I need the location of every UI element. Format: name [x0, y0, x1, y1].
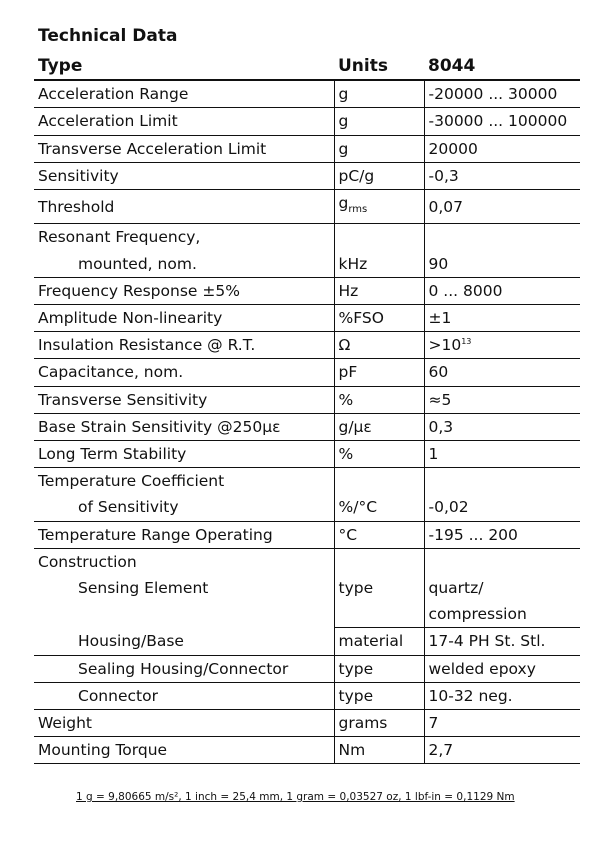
unit-cell: Nm — [334, 737, 424, 764]
unit-cell — [334, 548, 424, 575]
param-label-blank — [34, 601, 334, 628]
value-cell: 1 — [424, 440, 580, 467]
param-label: Amplitude Non-linearity — [34, 304, 334, 331]
table-row — [34, 575, 580, 601]
table-row — [34, 386, 580, 413]
section-title: Technical Data — [38, 26, 178, 46]
table-row — [34, 162, 580, 189]
unit-cell: pF — [334, 359, 424, 386]
param-label: Temperature Coefficient — [38, 472, 225, 491]
param-label: Transverse Sensitivity — [34, 386, 334, 413]
param-label: Sensing Element — [78, 578, 209, 597]
table-row — [34, 135, 580, 162]
value-base: >10 — [428, 336, 462, 355]
value-cell-continued: compression — [424, 601, 580, 628]
table-row — [34, 737, 580, 764]
table-row — [34, 709, 580, 736]
unit-cell: kHz — [334, 251, 424, 278]
table-row — [34, 628, 580, 655]
param-label: Resonant Frequency, — [38, 228, 201, 247]
unit-cell — [334, 601, 424, 628]
value-cell: 0,07 — [424, 190, 580, 224]
table-row — [34, 224, 580, 251]
value-cell: quartz/ — [424, 575, 580, 601]
value-cell — [424, 224, 580, 251]
unit-base: g — [338, 194, 349, 213]
unit-cell: Ω — [334, 332, 424, 359]
unit-conversion-footnote: 1 g = 9,80665 m/s², 1 inch = 25,4 mm, 1 gram = 0,03527 oz, 1 lbf-in = 0,1129 Nm — [76, 791, 515, 803]
unit-cell: grams — [334, 709, 424, 736]
unit-cell: material — [334, 628, 424, 655]
table-row — [34, 682, 580, 709]
param-label: Mounting Torque — [34, 737, 334, 764]
param-label: Acceleration Limit — [34, 108, 334, 135]
unit-cell: pC/g — [334, 162, 424, 189]
construction-label: Construction — [38, 552, 137, 571]
table-row — [34, 494, 580, 521]
unit-cell: type — [334, 575, 424, 601]
unit-cell — [334, 224, 424, 251]
header-units: Units — [334, 53, 424, 80]
param-label: Sealing Housing/Connector — [34, 655, 334, 682]
value-cell: -195 ... 200 — [424, 521, 580, 548]
param-label-continued: mounted, nom. — [34, 251, 334, 278]
unit-cell: %/°C — [334, 494, 424, 521]
value-cell: 17-4 PH St. Stl. — [424, 628, 580, 655]
unit-cell: g — [334, 135, 424, 162]
unit-cell: type — [334, 682, 424, 709]
table-row — [34, 190, 580, 224]
spec-table — [34, 53, 580, 764]
value-exponent: 13 — [461, 336, 472, 346]
unit-cell: type — [334, 655, 424, 682]
construction-heading-row — [34, 548, 580, 575]
param-label: Housing/Base — [34, 628, 334, 655]
unit-cell: Hz — [334, 277, 424, 304]
param-label: Temperature Range Operating — [34, 521, 334, 548]
value-cell: -30000 ... 100000 — [424, 108, 580, 135]
param-label: Acceleration Range — [34, 80, 334, 108]
value-cell: welded epoxy — [424, 655, 580, 682]
table-row — [34, 521, 580, 548]
param-label: Insulation Resistance @ R.T. — [34, 332, 334, 359]
table-row — [34, 277, 580, 304]
value-cell: 7 — [424, 709, 580, 736]
table-row — [34, 601, 580, 628]
param-label: Long Term Stability — [34, 440, 334, 467]
unit-subscript: rms — [348, 204, 368, 216]
param-label: Sensitivity — [34, 162, 334, 189]
value-cell: 0 ... 8000 — [424, 277, 580, 304]
value-cell: 2,7 — [424, 737, 580, 764]
value-cell: -0,3 — [424, 162, 580, 189]
table-row — [34, 108, 580, 135]
value-cell: -0,02 — [424, 494, 580, 521]
unit-cell: g — [334, 108, 424, 135]
value-cell: 60 — [424, 359, 580, 386]
table-row — [34, 468, 580, 495]
header-type: Type — [34, 53, 334, 80]
unit-cell: °C — [334, 521, 424, 548]
unit-cell: % — [334, 440, 424, 467]
value-cell: ≈5 — [424, 386, 580, 413]
param-label: Weight — [34, 709, 334, 736]
param-label: Frequency Response ±5% — [34, 277, 334, 304]
value-cell — [424, 548, 580, 575]
header-model: 8044 — [424, 53, 580, 80]
value-cell: 90 — [424, 251, 580, 278]
param-label: Connector — [34, 682, 334, 709]
table-row — [34, 251, 580, 278]
value-cell — [424, 332, 580, 359]
param-label-continued: of Sensitivity — [34, 494, 334, 521]
table-header-row — [34, 53, 580, 80]
param-label: Base Strain Sensitivity @250με — [34, 413, 334, 440]
table-row — [34, 304, 580, 331]
value-cell: 20000 — [424, 135, 580, 162]
unit-cell: % — [334, 386, 424, 413]
table-row — [34, 655, 580, 682]
param-label: Transverse Acceleration Limit — [34, 135, 334, 162]
unit-cell: g — [334, 80, 424, 108]
value-cell — [424, 468, 580, 495]
table-row — [34, 440, 580, 467]
unit-cell — [334, 190, 424, 224]
value-cell: -20000 ... 30000 — [424, 80, 580, 108]
unit-cell — [334, 468, 424, 495]
table-row — [34, 359, 580, 386]
unit-cell: g/με — [334, 413, 424, 440]
table-row — [34, 80, 580, 108]
table-row — [34, 332, 580, 359]
table-row — [34, 413, 580, 440]
unit-cell: %FSO — [334, 304, 424, 331]
param-label: Threshold — [34, 190, 334, 224]
value-cell: 0,3 — [424, 413, 580, 440]
param-label: Capacitance, nom. — [34, 359, 334, 386]
value-cell: ±1 — [424, 304, 580, 331]
value-cell: 10-32 neg. — [424, 682, 580, 709]
